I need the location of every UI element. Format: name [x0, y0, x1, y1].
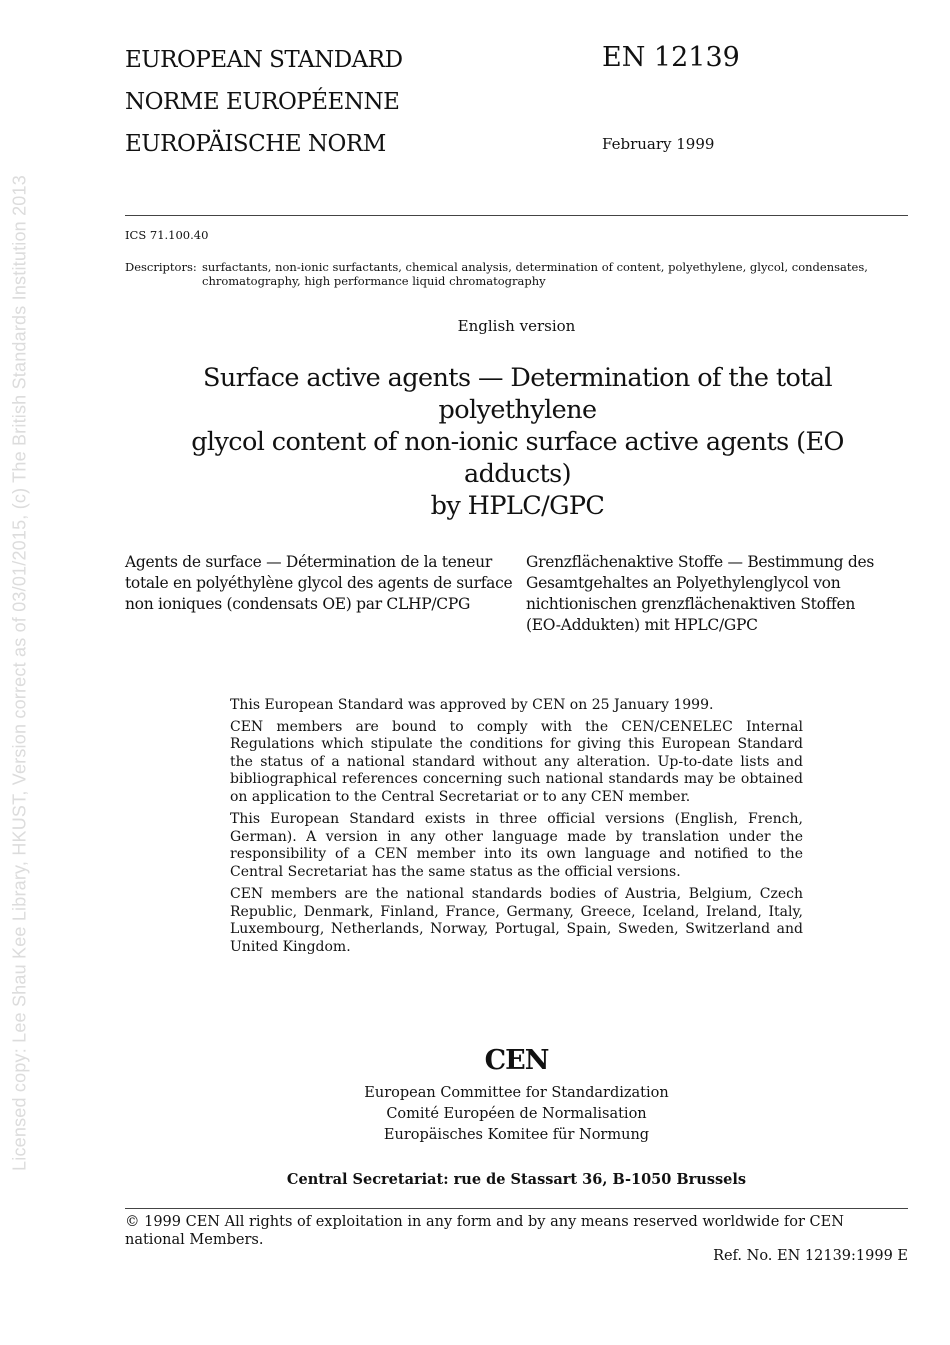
german-title-line: (EO-Addukten) mit HPLC/GPC [526, 616, 758, 634]
approval-notes [230, 697, 803, 961]
descriptors-text: surfactants, non-ionic surfactants, chemical analysis, determination of content, polyethylene, glycol, condensates, chromatography, high performance liquid chromatography [202, 260, 868, 288]
header-title-fr: NORME EUROPÉENNE [125, 89, 400, 115]
header-title-de: EUROPÄISCHE NORM [125, 131, 386, 157]
standard-number: EN 12139 [602, 42, 740, 73]
committee-name-de: Europäisches Komitee für Normung [383, 1127, 650, 1143]
footer-divider [125, 1208, 908, 1209]
title-line: by HPLC/GPC [430, 491, 605, 521]
french-title-line: Agents de surface — Détermination de la teneur [125, 553, 492, 571]
language-version: English version [457, 317, 576, 335]
committee-names [0, 1083, 950, 1146]
publication-date: February 1999 [602, 135, 715, 153]
french-title [125, 552, 513, 615]
versions-paragraph: This European Standard exists in three official versions (English, French, German). A version in any other language made by translation under the responsibility of a CEN member into its own language and notified to the Central Secretariat has the same status as the official versions. [230, 811, 803, 880]
document-title [140, 362, 895, 522]
reference-number: Ref. No. EN 12139:1999 E [713, 1248, 908, 1264]
licence-watermark: Licensed copy: Lee Shau Kee Library, HKUST, Version correct as of 03/01/2015, (c) The British Standards Institution 2013 [9, 175, 30, 1171]
approval-paragraph: This European Standard was approved by CEN on 25 January 1999. [230, 697, 714, 713]
french-title-line: totale en polyéthylène glycol des agents de surface [125, 574, 513, 592]
committee-name-fr: Comité Européen de Normalisation [386, 1106, 647, 1122]
ics-code: ICS 71.100.40 [125, 228, 209, 242]
members-paragraph: CEN members are the national standards bodies of Austria, Belgium, Czech Republic, Denmark, Finland, France, Germany, Greece, Iceland, Ireland, Italy, Luxembourg, Netherlands, Norway, Portugal, Spain, Sweden, Switzerland and United Kingdom. [230, 886, 803, 955]
cen-logo: CEN [484, 1045, 549, 1076]
compliance-paragraph: CEN members are bound to comply with the CEN/CENELEC Internal Regulations which stipulate the conditions for giving this European Standard the status of a national standard without any alteration. Up-to-date lists and bibliographical references concerning such national standards may be obtained on application to the Central Secretariat or to any CEN member. [230, 718, 803, 805]
descriptors-label: Descriptors: [125, 260, 197, 274]
title-line: Surface active agents — Determination of the total polyethylene [202, 363, 833, 425]
committee-name-en: European Committee for Standardization [364, 1085, 669, 1101]
header-title-en: EUROPEAN STANDARD [125, 47, 403, 73]
german-title-line: nichtionischen grenzflächenaktiven Stoffen [526, 595, 856, 613]
german-title-line: Gesamtgehaltes an Polyethylenglycol von [526, 574, 841, 592]
copyright-notice: © 1999 CEN All rights of exploitation in any form and by any means reserved worldwide for CEN national Members. [125, 1214, 844, 1248]
german-title-line: Grenzflächenaktive Stoffe — Bestimmung des [526, 553, 875, 571]
german-title [526, 552, 906, 636]
central-secretariat: Central Secretariat: rue de Stassart 36, B-1050 Brussels [286, 1171, 747, 1188]
french-title-line: non ioniques (condensats OE) par CLHP/CPG [125, 595, 471, 613]
title-line: glycol content of non-ionic surface active agents (EO adducts) [191, 427, 844, 489]
header-divider [125, 215, 908, 216]
